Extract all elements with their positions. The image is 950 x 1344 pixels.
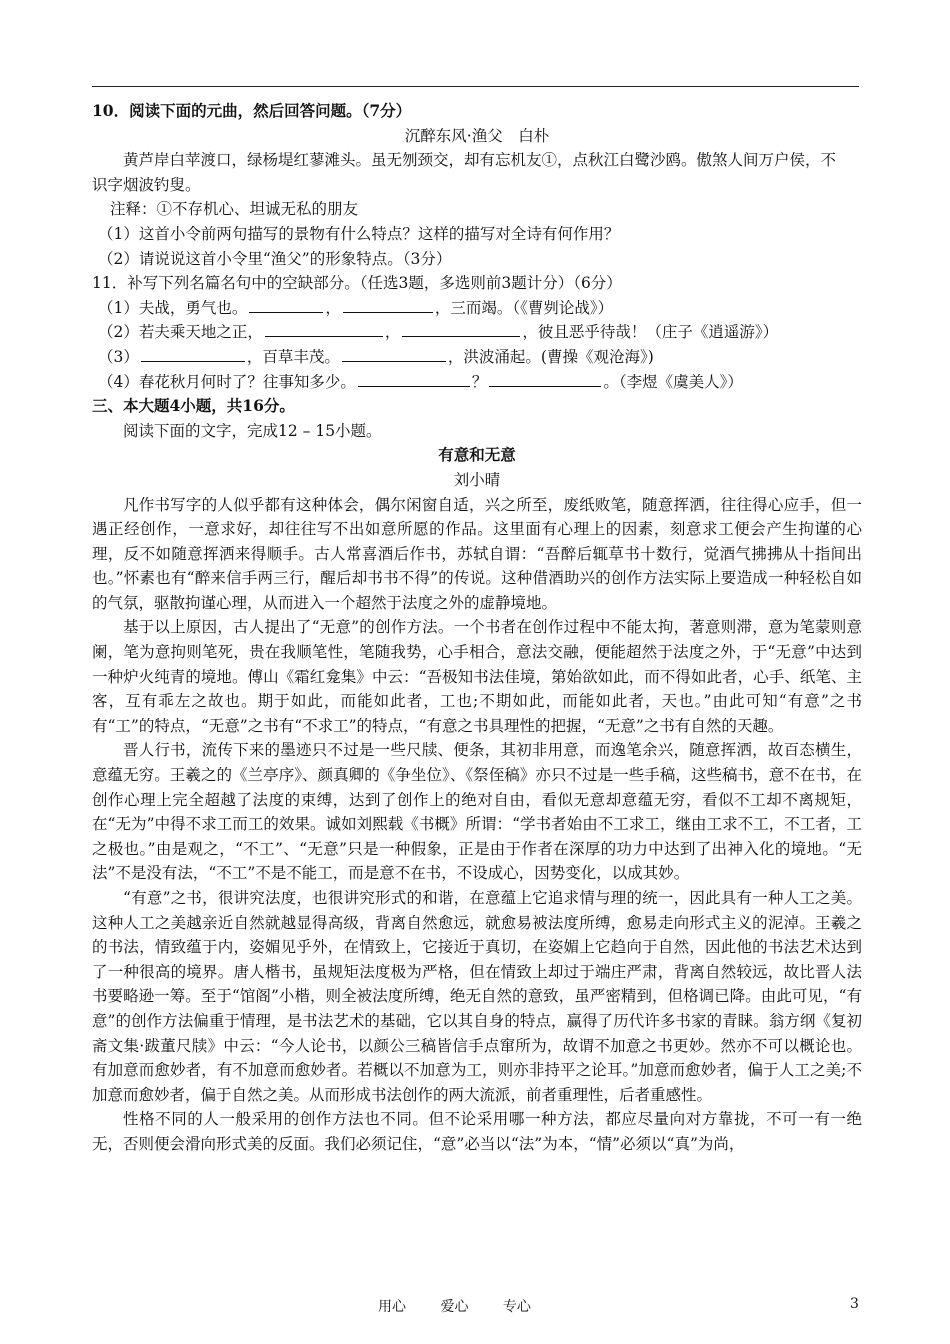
article-paragraph-5: 性格不同的人一般采用的创作方法也不同。但不论采用哪一种方法，都应尽量向对方靠拢，不可一有一绝无，否则便会滑向形式美的反面。我们必须记住，“意”必当以“法”为本，“情”必须以“真”为尚，: [92, 1110, 862, 1153]
question-11-item-3: [92, 345, 862, 370]
article-title: 有意和无意: [438, 445, 516, 465]
item-text: ，洪波涌起。(曹操《观沧海》): [447, 347, 654, 366]
question-11-title: 11．补写下列名篇名句中的空缺部分。（任选3题，多选则前3题计分）（6分）: [92, 274, 622, 293]
answer-blank[interactable]: [265, 321, 383, 337]
header-rule: [92, 86, 859, 87]
article-paragraph-1: 凡作书写字的人似乎都有这种体会，偶尔闲窗自适，兴之所至，废纸败笔，随意挥洒，往往得心应手，但一遇正经创作，一意求好，却往往写不出如意所愿的作品。这里面有心理上的因素，刻意求工便会产生拘谨的心理，反不如随意挥洒来得顺手。古人常喜酒后作书，苏轼自谓：“吾醉后辄草书十数行，觉酒气拂拂从十指间出也。”怀素也有“醉来信手两三行，醒后却书书不得”的传说。这种借酒助兴的创作方法实际上要造成一种轻松自如的气氛，驱散拘谨心理，从而进入一个超然于法度之外的虚静境地。: [92, 495, 862, 612]
item-text: （2）若夫乘天地之正，: [98, 323, 263, 342]
question-10-sub-1: （1）这首小令前两句描写的景物有什么特点？这样的描写对全诗有何作用？: [98, 224, 620, 243]
motto-word: 爱心: [440, 1299, 469, 1315]
item-text: ，彼且恶乎待哉！（庄子《逍遥游》）: [522, 323, 779, 342]
page-number: 3: [850, 1296, 859, 1312]
item-text: ，三而竭。（《曹刿论战》）: [434, 298, 614, 317]
poem-line-2: 识字烟波钓叟。: [92, 175, 201, 194]
item-text: ，: [384, 323, 401, 342]
answer-blank[interactable]: [489, 371, 601, 387]
footer-motto: [378, 1296, 561, 1316]
item-text: 。（李煜《虞美人》）: [603, 372, 743, 391]
item-text: （1）夫战，勇气也。: [98, 298, 248, 317]
motto-word: 专心: [502, 1299, 531, 1315]
question-11-item-4: [92, 370, 862, 395]
poem-line-1: 黄芦岸白苹渡口，绿杨堤红蓼滩头。虽无刎颈交，却有忘机友①，点秋江白鹭沙鸥。傲煞人间万户侯，不: [123, 151, 837, 170]
poem-note: 注释：①不存机心、坦诚无私的朋友: [110, 200, 359, 219]
answer-blank[interactable]: [402, 321, 520, 337]
poem-title: 沉醉东风·渔父 白朴: [404, 126, 550, 145]
question-11-item-2: [92, 320, 862, 345]
article-author: 刘小晴: [453, 470, 501, 489]
article-paragraph-4: “有意”之书，很讲究法度，也很讲究形式的和谐，在意蕴上它追求情与理的统一，因此具有一种人工之美。这种人工之美越亲近自然就越显得高级，背离自然愈远，就愈易被法度所缚，愈易走向形式主义的泥淖。王羲之的书法，情致蕴于内，姿媚见乎外，在情致上，它接近于真切，在姿媚上它趋向于自然，因此他的书法艺术达到了一种很高的境界。唐人楷书，虽规矩法度极为严格，但在情致上却过于端庄严肃，背离自然较远，故比晋人法书要略逊一筹。至于“馆阁”小楷，则全被法度所缚，绝无自然的意致，虽严密精到，但格调已降。由此可见，“有意”的创作方法偏重于情理，是书法艺术的基础，它以其自身的特点，赢得了历代许多书家的青睐。翁方纲《复初斋文集·跋董尺牍》中云：“今人论书，以颜公三稿皆信手点窜所为，故谓不加意之书更妙。然亦不可以概论也。有加意而愈妙者，有不加意而愈妙者。若概以不加意为工，则亦非持平之论耳。”加意而愈妙者，偏于人工之美;不加意而愈妙者，偏于自然之美。从而形成书法创作的两大流派，前者重理性，后者重感性。: [92, 889, 862, 1104]
answer-blank[interactable]: [358, 371, 470, 387]
answer-blank[interactable]: [249, 297, 323, 313]
item-text: ，: [325, 298, 341, 317]
motto-word: 用心: [378, 1299, 406, 1315]
item-text: （4）春花秋月何时了？往事知多少。: [98, 372, 356, 391]
section-3-instruction: 阅读下面的文字，完成12 – 15小题。: [123, 421, 382, 440]
item-text: （3）: [98, 347, 139, 366]
question-11-item-1: [92, 296, 862, 321]
question-10-sub-2: （2）请说说这首小令里“渔父”的形象特点。（3分）: [98, 249, 452, 268]
answer-blank[interactable]: [342, 346, 446, 362]
article-paragraph-3: 晋人行书，流传下来的墨迹只不过是一些尺牍、便条，其初非用意，而逸笔余兴，随意挥洒，故百态横生，意蕴无穷。王羲之的《兰亭序》、颜真卿的《争坐位》、《祭侄稿》亦只不过是一些手稿，这些稿书，意不在书，在创作心理上完全超越了法度的束缚，达到了创作上的绝对自由，看似无意却意蕴无穷，看似不工却不离规矩，在“无为”中得不求工而工的效果。诚如刘熙载《书概》所谓：“学书者始由不工求工，继由工求不工，不工者，工之极也。”由是观之，“不工”、“无意”只是一种假象，正是由于作者在深厚的功力中达到了出神入化的境地。“无法”不是没有法，“不工”不是不能工，而是意不在书，不设成心，因势变化，以成其妙。: [92, 741, 862, 883]
item-text: ，百草丰茂。: [246, 347, 340, 366]
article-paragraph-2: 基于以上原因，古人提出了“无意”的创作方法。一个书者在创作过程中不能太拘，著意则滞，意为笔蒙则意阑，笔为意拘则笔死，贵在我顺笔性，笔随我势，心手相合，意法交融，便能超然于法度之外，于“无意”中达到一种炉火纯青的境地。傅山《霜红龛集》中云：“吾极知书法佳境，第始欲如此，而不得如此者，心手、纸笔、主客，互有乖左之故也。期于如此，而能如此者，工也;不期如此，而能如此者，天也。”由此可知“有意”之书有“工”的特点，“无意”之书有“不求工”的特点，“有意之书具理性的把握，“无意”之书有自然的天趣。: [92, 618, 862, 735]
answer-blank[interactable]: [343, 297, 433, 313]
document-body: [92, 99, 862, 1157]
question-10-title: 10．阅读下面的元曲，然后回答问题。（7分）: [92, 101, 412, 120]
section-3-title: 三、本大题4小题，共16分。: [92, 396, 295, 416]
answer-blank[interactable]: [141, 346, 245, 362]
item-text: ？: [471, 372, 488, 391]
